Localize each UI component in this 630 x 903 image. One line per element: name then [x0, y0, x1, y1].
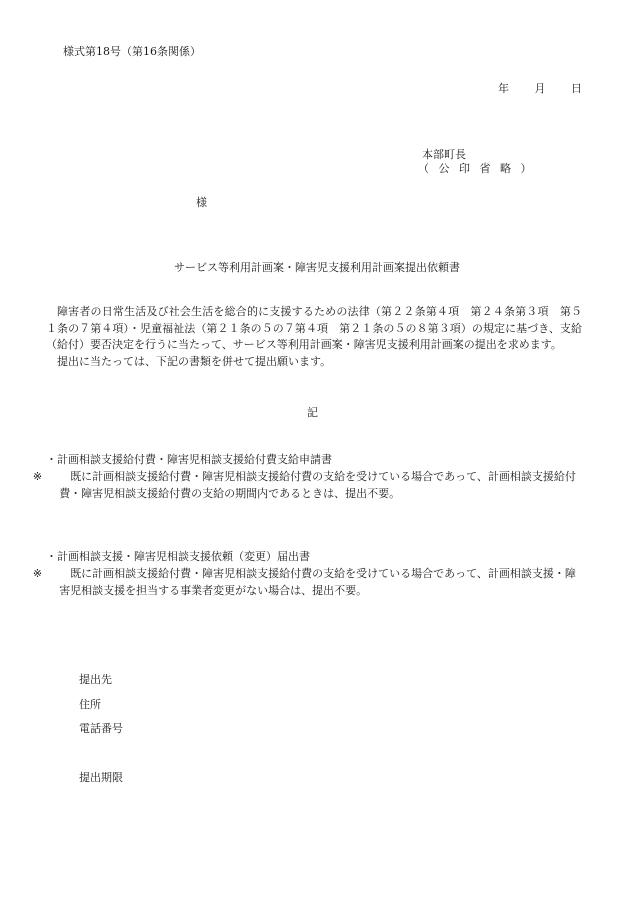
required-item-2	[32, 548, 582, 599]
date-month: 月	[534, 82, 546, 95]
item-1-note	[32, 468, 582, 502]
addressee-suffix: 様	[196, 196, 207, 209]
body-paragraph-1: 障害者の日常生活及び社会生活を総合的に支援するための法律（第２２条第４項 第２４条第３項 第５１条の７第４項）・児童福祉法（第２１条の５の７第４項 第２１条の５の８第３項）の規定に基づき、支給（給付）要否決定を行うに当たって、サービス等利用計画案・障害児支援利用計画案の提出を求めます。	[46, 305, 582, 351]
item-2-note	[32, 565, 582, 599]
note-mark: ※	[32, 470, 43, 483]
body-paragraph-2: 提出に当たっては、下記の書類を併せて提出願います。	[57, 354, 332, 368]
date-day: 日	[571, 82, 582, 95]
submission-address-label: 住所	[79, 698, 101, 711]
date-year: 年	[498, 82, 509, 95]
note-mark: ※	[32, 567, 43, 580]
seal-omitted: （ 公 印 省 略 ）	[418, 162, 535, 175]
submission-deadline-label: 提出期限	[79, 771, 123, 784]
sender-title: 本部町長	[422, 148, 466, 161]
date-line	[498, 80, 582, 96]
required-item-1	[32, 451, 582, 502]
item-1-note-text: 既に計画相談支援給付費・障害児相談支援給付費の支給を受けている場合であって、計画相談支援給付費・障害児相談支援給付費の支給の期間内であるときは、提出不要。	[59, 470, 576, 500]
document-title: サービス等利用計画案・障害児支援利用計画案提出依頼書	[174, 261, 460, 274]
form-label: 様式第18号（第16条関係）	[63, 45, 201, 58]
submission-phone-label: 電話番号	[79, 722, 123, 735]
submission-to-label: 提出先	[79, 673, 112, 686]
item-2-note-text: 既に計画相談支援給付費・障害児相談支援給付費の支給を受けている場合であって、計画相談支援・障害児相談支援を担当する事業者変更がない場合は、提出不要。	[59, 567, 576, 597]
body-text	[46, 304, 582, 370]
item-2-title: ・計画相談支援・障害児相談支援依頼（変更）届出書	[46, 550, 310, 563]
ki-heading: 記	[307, 406, 318, 419]
item-1-title: ・計画相談支援給付費・障害児相談支援給付費支給申請書	[46, 453, 332, 466]
